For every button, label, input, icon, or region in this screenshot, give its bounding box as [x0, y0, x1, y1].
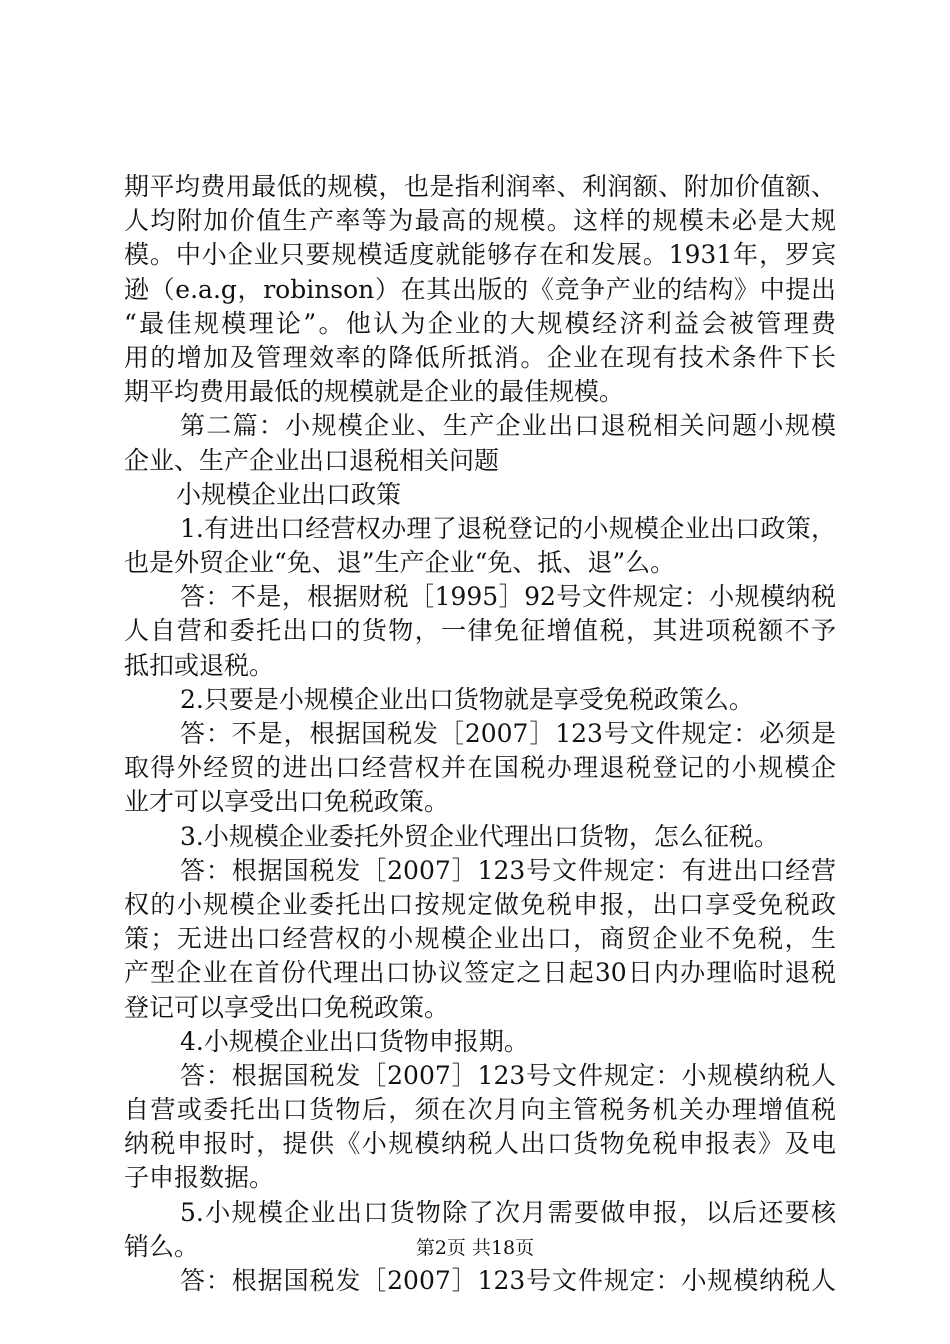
- question-line: 2.只要是小规模企业出口货物就是享受免税政策么。: [180, 684, 754, 714]
- question-line: 销么。: [124, 1231, 200, 1261]
- answer-line: 自营或委托出口货物后，须在次月向主管税务机关办理增值税: [124, 1095, 836, 1125]
- question-line: 5.小规模企业出口货物除了次月需要做申报，以后还要核: [180, 1197, 836, 1227]
- answer-line: 答：不是，根据国税发［2007］123号文件规定：必须是: [180, 719, 836, 748]
- page-number: 第2页 共18页: [415, 1237, 535, 1259]
- answer-line: 取得外经贸的进出口经营权并在国税办理退税登记的小规模企: [124, 753, 836, 783]
- section-heading-line: 企业、生产企业出口退税相关问题: [124, 445, 500, 475]
- subheading-line: 小规模企业出口政策: [176, 479, 402, 509]
- answer-line: 答：不是，根据财税［1995］92号文件规定：小规模纳税: [180, 582, 836, 612]
- question-line: 3.小规模企业委托外贸企业代理出口货物，怎么征税。: [180, 821, 779, 851]
- text-line: “最佳规模理论”。他认为企业的大规模经济利益会被管理费: [124, 308, 836, 338]
- answer-line: 产型企业在首份代理出口协议签定之日起30日内办理临时退税: [124, 958, 836, 988]
- answer-line: 人自营和委托出口的货物，一律免征增值税，其进项税额不予: [124, 616, 836, 646]
- answer-line: 子申报数据。: [124, 1163, 275, 1193]
- text-line: 期平均费用最低的规模就是企业的最佳规模。: [124, 377, 625, 407]
- text-line: 人均附加价值生产率等为最高的规模。这样的规模未必是大规: [124, 206, 836, 236]
- text-line: 逊（e.a.g，robinson）在其出版的《竞争产业的结构》中提出: [124, 274, 836, 304]
- text-line: 模。中小企业只要规模适度就能够存在和发展。1931年，罗宾: [124, 240, 836, 270]
- question-line: 1.有进出口经营权办理了退税登记的小规模企业出口政策，: [180, 513, 836, 543]
- answer-line: 权的小规模企业委托出口按规定做免税申报，出口享受免税政: [124, 889, 836, 919]
- question-line: 也是外贸企业“免、退”生产企业“免、抵、退”么。: [124, 548, 676, 578]
- answer-line: 答：根据国税发［2007］123号文件规定：小规模纳税人: [180, 1266, 836, 1295]
- section-heading-line: 第二篇：小规模企业、生产企业出口退税相关问题小规模: [180, 411, 836, 441]
- question-line: 4.小规模企业出口货物申报期。: [180, 1026, 529, 1056]
- answer-line: 纳税申报时，提供《小规模纳税人出口货物免税申报表》及电: [124, 1129, 836, 1159]
- answer-line: 业才可以享受出口免税政策。: [124, 787, 450, 817]
- answer-line: 抵扣或退税。: [124, 650, 275, 680]
- text-line: 用的增加及管理效率的降低所抵消。企业在现有技术条件下长: [124, 342, 836, 372]
- answer-line: 登记可以享受出口免税政策。: [124, 992, 450, 1022]
- text-line: 期平均费用最低的规模，也是指利润率、利润额、附加价值额、: [124, 172, 836, 201]
- answer-line: 答：根据国税发［2007］123号文件规定：小规模纳税人: [180, 1060, 836, 1090]
- answer-line: 答：根据国税发［2007］123号文件规定：有进出口经营: [180, 855, 836, 885]
- document-body: [124, 170, 836, 1298]
- answer-line: 策；无进出口经营权的小规模企业出口，商贸企业不免税，生: [124, 924, 836, 954]
- page-footer: [0, 1236, 950, 1260]
